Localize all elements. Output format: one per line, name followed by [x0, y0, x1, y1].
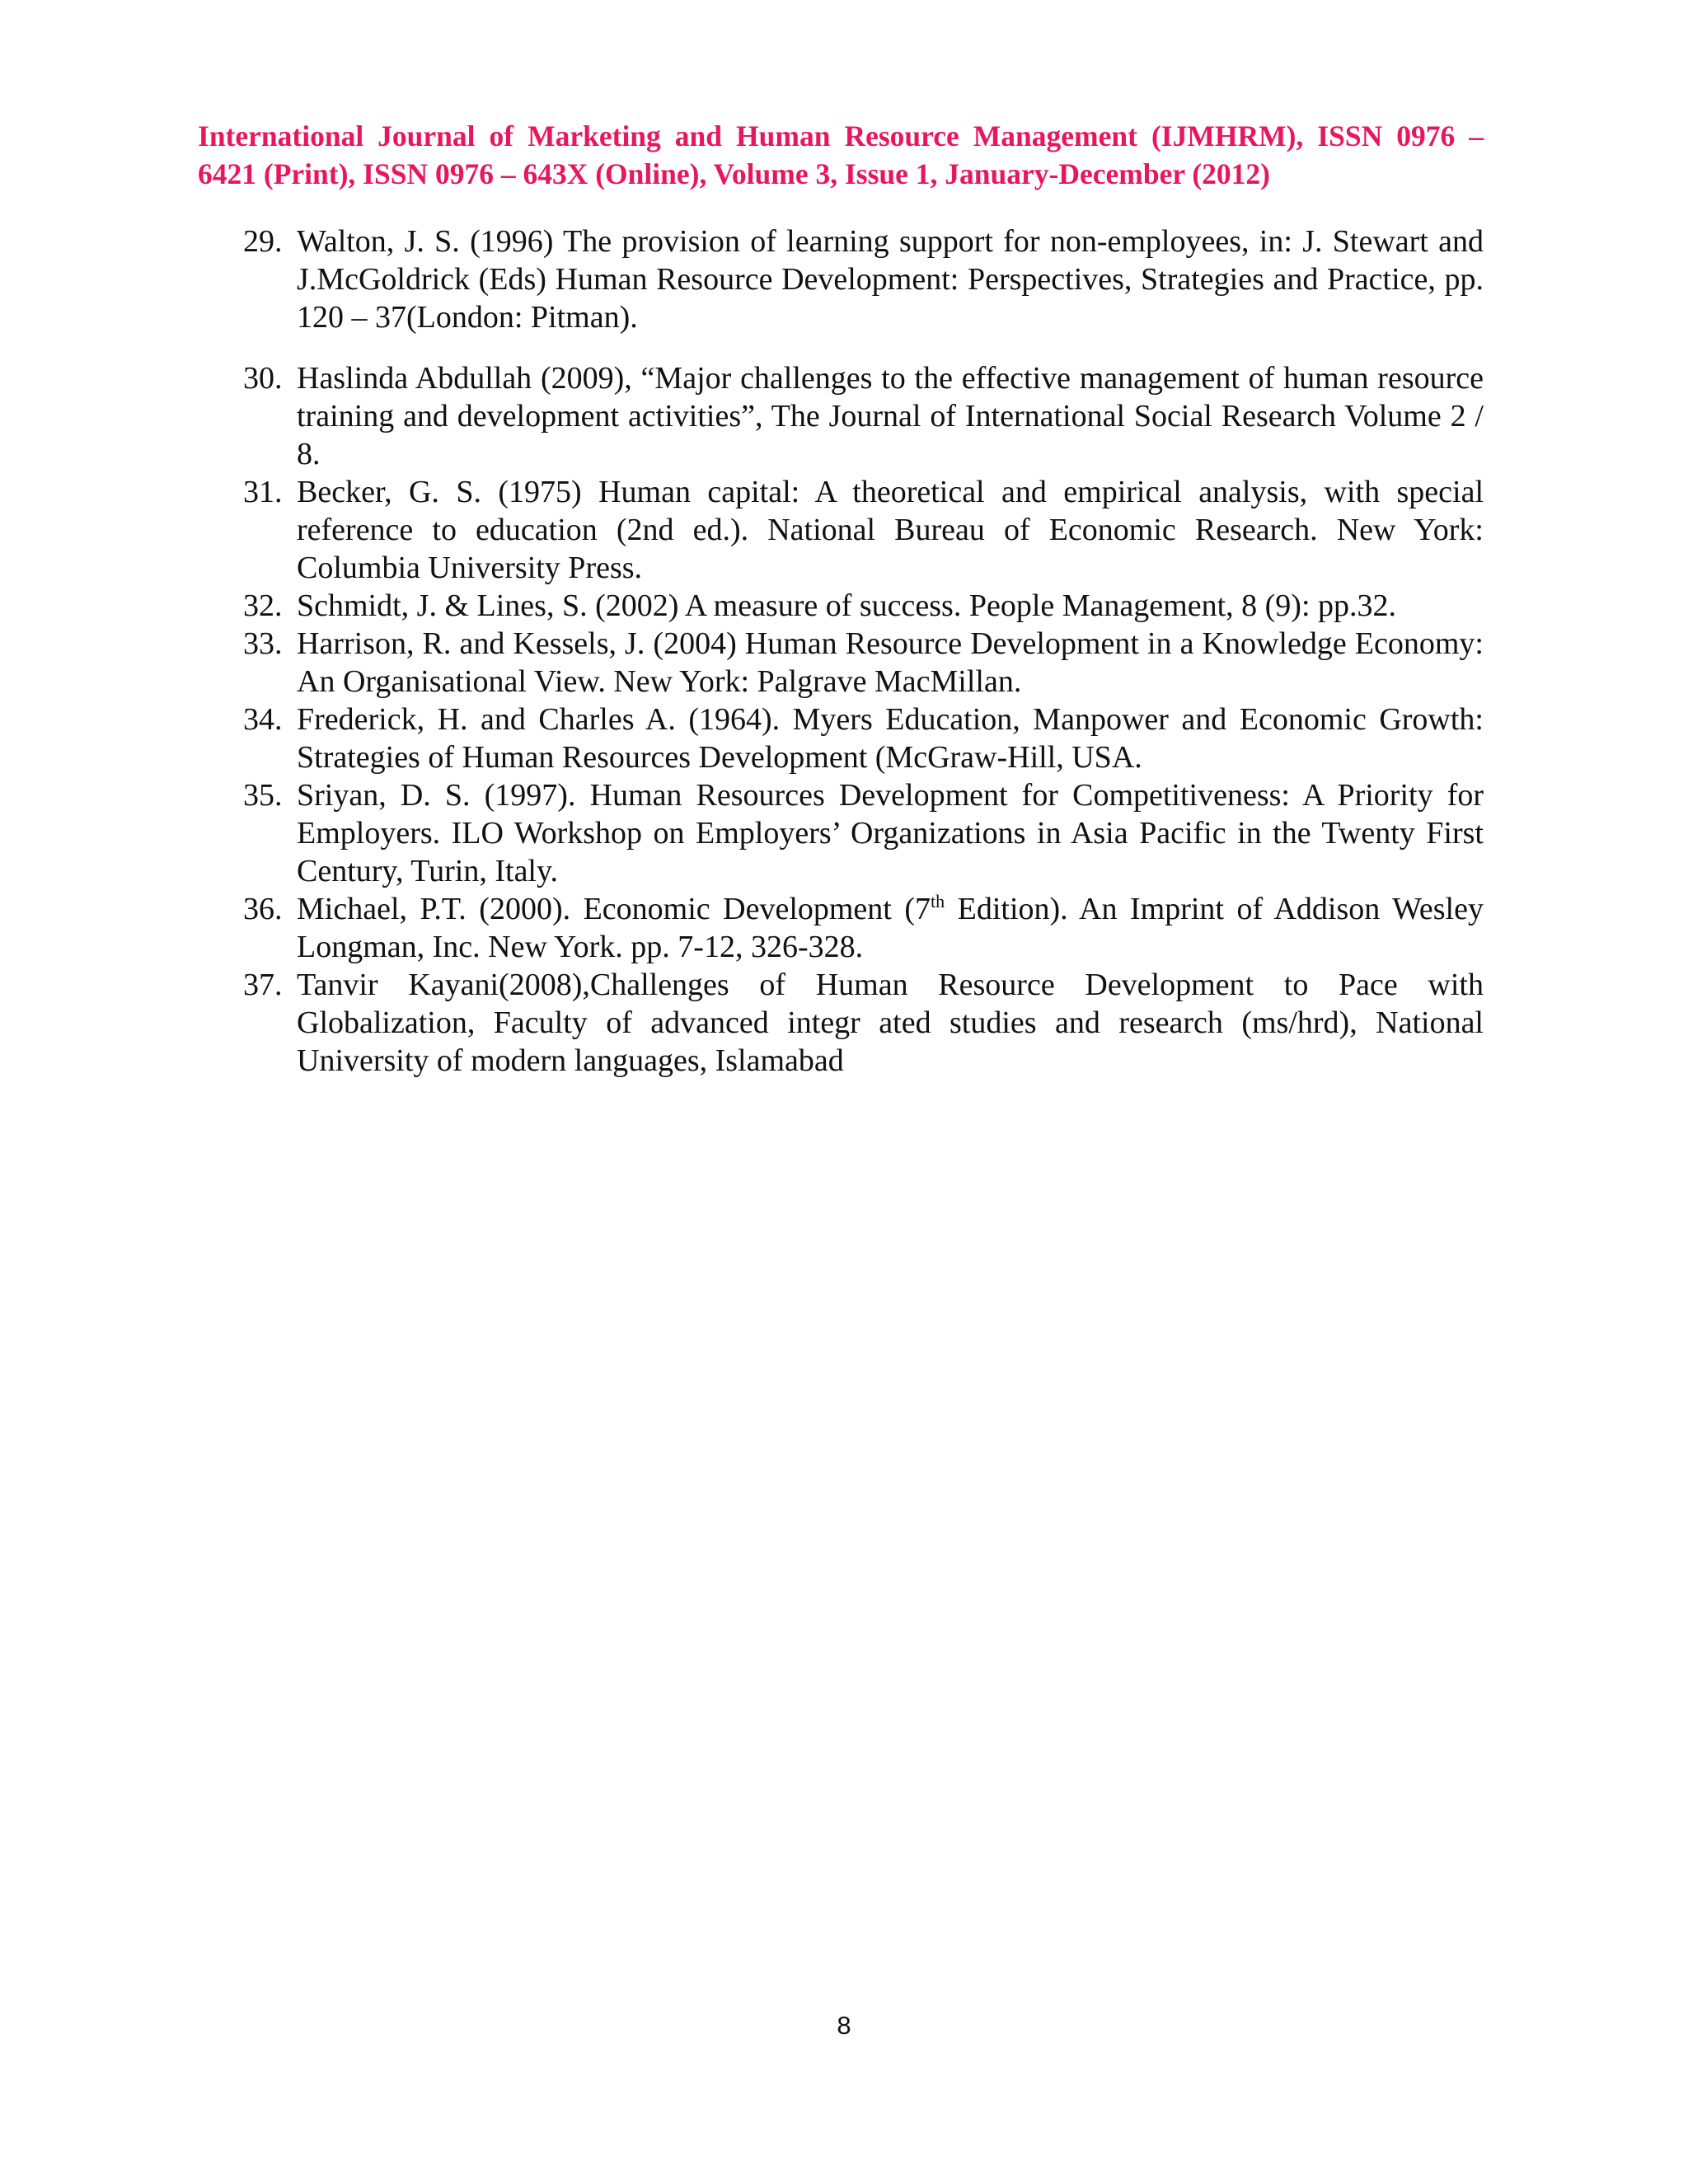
reference-item-32 [243, 587, 1484, 625]
reference-number: 34. [243, 702, 283, 737]
reference-item-33 [243, 625, 1484, 701]
page-number: 8 [837, 2011, 851, 2040]
reference-item-34 [243, 701, 1484, 776]
reference-item-36 [243, 890, 1484, 966]
reference-text: Walton, J. S. (1996) The provision of learning support for non-employees, in: J. Stewart and J.McGoldrick (Eds) Human Resource Development: Perspectives, Strategies and Practice, pp. 120 – 37(London: Pitman). [297, 224, 1484, 335]
journal-header-line-1: International Journal of Marketing and Human Resource Management (IJMHRM), ISSN 0976 – [198, 120, 1484, 152]
reference-text: Schmidt, J. & Lines, S. (2002) A measure of success. People Management, 8 (9): pp.32. [297, 588, 1397, 623]
reference-number: 36. [243, 892, 283, 926]
reference-item-29 [243, 223, 1484, 336]
journal-header [198, 117, 1484, 193]
reference-text: Becker, G. S. (1975) Human capital: A theoretical and empirical analysis, with special reference to education (2nd ed.). National Bureau of Economic Research. New York: Columbia University Press. [297, 475, 1484, 585]
reference-number: 35. [243, 778, 283, 813]
reference-text: Frederick, H. and Charles A. (1964). Myers Education, Manpower and Economic Growth: Strategies of Human Resources Development (McGraw-Hill, USA. [297, 702, 1484, 775]
reference-text: Sriyan, D. S. (1997). Human Resources Development for Competitiveness: A Priority for Employers. ILO Workshop on Employers’ Organizations in Asia Pacific in the Twenty First Century, Turin, Italy. [297, 778, 1484, 888]
reference-text: Haslinda Abdullah (2009), “Major challenges to the effective management of human resource training and development activities”, The Journal of International Social Research Volume 2 / 8. [297, 361, 1484, 471]
reference-number: 31. [243, 475, 283, 509]
reference-item-31 [243, 473, 1484, 587]
superscript-ordinal: th [931, 891, 945, 912]
journal-header-line-2: 6421 (Print), ISSN 0976 – 643X (Online), Volume 3, Issue 1, January-December (2012) [198, 157, 1270, 190]
reference-number: 33. [243, 626, 283, 661]
reference-text-after: Edition). An Imprint of Addison Wesley Longman, Inc. New York. pp. 7-12, 326-328. [297, 892, 1484, 964]
reference-text: Tanvir Kayani(2008),Challenges of Human Resource Development to Pace with Globalization, Faculty of advanced integr ated studies and research (ms/hrd), National University of modern languages, Islamabad [297, 968, 1484, 1078]
reference-text-before: Michael, P.T. (2000). Economic Development (7 [297, 892, 931, 926]
reference-number: 37. [243, 968, 283, 1002]
reference-text: Harrison, R. and Kessels, J. (2004) Human Resource Development in a Knowledge Economy: An Organisational View. New York: Palgrave MacMillan. [297, 626, 1484, 699]
reference-number: 30. [243, 361, 283, 396]
reference-item-30 [243, 359, 1484, 473]
reference-list [243, 223, 1484, 1080]
reference-text [297, 890, 1484, 966]
reference-number: 32. [243, 588, 283, 623]
reference-item-37 [243, 966, 1484, 1080]
reference-item-35 [243, 776, 1484, 890]
reference-number: 29. [243, 224, 283, 259]
